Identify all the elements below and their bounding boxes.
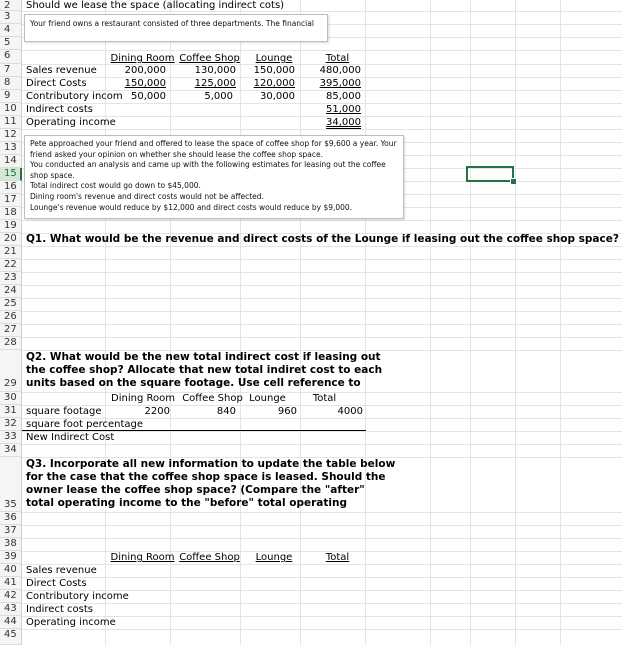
question-3-line: for the case that the coffee shop space is leased. Should the [26, 471, 386, 483]
q2-header-dining-room[interactable]: Dining Room [111, 393, 175, 404]
question-3-line: Q3. Incorporate all new information to update the table below [26, 458, 396, 470]
question-2-line: units based on the square footage. Use cell reference to [26, 377, 361, 389]
row-header[interactable]: 27 [0, 324, 22, 337]
intro-text-box[interactable] [24, 14, 328, 42]
row-header[interactable]: 21 [0, 246, 22, 259]
question-3-line: owner lease the coffee shop space? (Compare the "after" [26, 484, 365, 496]
column-gridline [515, 0, 516, 645]
row-header[interactable]: 3 [0, 11, 22, 24]
q3-header-dining-room[interactable]: Dining Room [110, 552, 175, 563]
row-header[interactable]: 8 [0, 77, 22, 90]
header-lounge[interactable]: Lounge [255, 53, 293, 64]
row-header[interactable]: 26 [0, 311, 22, 324]
cell-total-sales[interactable]: 480,000 [319, 65, 361, 76]
row-header[interactable]: 17 [0, 194, 22, 207]
row-header[interactable]: 2 [0, 0, 22, 11]
q2-header-coffee-shop[interactable]: Coffee Shop [182, 393, 243, 404]
q2-sqft-lounge[interactable]: 960 [277, 406, 297, 417]
row-header[interactable]: 11 [0, 116, 22, 129]
q2-header-lounge[interactable]: Lounge [249, 393, 286, 404]
selected-cell[interactable] [466, 166, 514, 182]
row-header[interactable]: 12 [0, 129, 22, 142]
cell-lounge-contrib[interactable]: 30,000 [260, 91, 295, 102]
row-header[interactable]: 13 [0, 142, 22, 155]
cell-coffee-direct[interactable]: 125,000 [194, 78, 236, 89]
row-header[interactable]: 45 [0, 629, 22, 645]
row-header[interactable]: 36 [0, 512, 22, 525]
question-1[interactable]: Q1. What would be the revenue and direct costs of the Lounge if leasing out the coffee shop space? [26, 233, 619, 245]
q2-sqft-total[interactable]: 4000 [337, 406, 363, 417]
row-header[interactable]: 34 [0, 444, 22, 457]
cell-dining-contrib[interactable]: 50,000 [131, 91, 166, 102]
header-dining-room[interactable]: Dining Room [110, 53, 175, 64]
question-2-line: Q2. What would be the new total indirect cost if leasing out [26, 351, 381, 363]
scenario-text-box[interactable] [24, 135, 404, 219]
label-direct-costs[interactable]: Direct Costs [26, 78, 87, 89]
row-header[interactable]: 18 [0, 207, 22, 220]
q3-label-operating-income[interactable]: Operating income [26, 617, 116, 628]
row-header[interactable]: 40 [0, 564, 22, 577]
row-header[interactable]: 10 [0, 103, 22, 116]
label-sales-revenue[interactable]: Sales revenue [26, 65, 97, 76]
label-contributory-income[interactable]: Contributory incom [26, 91, 123, 102]
row-header[interactable]: 5 [0, 37, 22, 50]
row-header[interactable]: 43 [0, 603, 22, 616]
row-header[interactable]: 31 [0, 405, 22, 418]
cell-total-operating[interactable]: 34,000 [326, 117, 361, 128]
column-gridline [470, 0, 471, 645]
row-header[interactable]: 6 [0, 50, 22, 64]
row-header[interactable]: 35 [0, 457, 22, 512]
cell-lounge-direct[interactable]: 120,000 [253, 78, 295, 89]
cell-dining-direct[interactable]: 150,000 [124, 78, 166, 89]
intro-text: Your friend owns a restaurant consisted of three departments. The financial [30, 19, 314, 28]
row-header[interactable]: 39 [0, 551, 22, 564]
scenario-line: shop space. [30, 170, 75, 180]
q2-sqft-dining[interactable]: 2200 [144, 406, 170, 417]
row-header-selected[interactable]: 15 [0, 168, 22, 181]
row-header[interactable]: 25 [0, 298, 22, 311]
cell-coffee-sales[interactable]: 130,000 [194, 65, 236, 76]
row-header[interactable]: 14 [0, 155, 22, 168]
q2-sqft-coffee[interactable]: 840 [216, 406, 236, 417]
q3-label-direct-costs[interactable]: Direct Costs [26, 578, 87, 589]
row-header[interactable]: 42 [0, 590, 22, 603]
header-coffee-shop[interactable]: Coffee Shop [179, 53, 240, 64]
label-indirect-costs[interactable]: Indirect costs [26, 104, 94, 115]
row-header[interactable]: 30 [0, 392, 22, 405]
row-header[interactable]: 41 [0, 577, 22, 590]
scenario-line: Dining room's revenue and direct costs would not be affected. [30, 191, 264, 201]
q2-header-total[interactable]: Total [312, 393, 337, 404]
cell-lounge-sales[interactable]: 150,000 [253, 65, 295, 76]
question-3[interactable] [26, 458, 395, 510]
cell-total-indirect[interactable]: 51,000 [326, 104, 361, 115]
row-header[interactable]: 7 [0, 64, 22, 77]
scenario-line: You conducted an analysis and came up with the following estimates for leasing out the coffee [30, 160, 386, 170]
q2-table-border [22, 430, 366, 431]
row-header[interactable]: 24 [0, 285, 22, 298]
q3-label-contributory-income[interactable]: Contributory income [26, 591, 129, 602]
row-header[interactable]: 16 [0, 181, 22, 194]
row-header[interactable]: 19 [0, 220, 22, 233]
header-total[interactable]: Total [325, 53, 350, 64]
row-header[interactable]: 22 [0, 259, 22, 272]
row-header[interactable]: 38 [0, 538, 22, 551]
label-operating-income[interactable]: Operating income [26, 117, 116, 128]
scenario-line: Total indirect cost would go down to $45,000. [30, 181, 201, 191]
row-header[interactable]: 29 [0, 350, 22, 392]
cell-coffee-contrib[interactable]: 5,000 [204, 91, 233, 102]
q3-label-sales-revenue[interactable]: Sales revenue [26, 565, 97, 576]
question-2[interactable] [26, 351, 382, 390]
column-gridline [365, 0, 366, 645]
column-gridline [430, 0, 431, 645]
cell-total-contrib[interactable]: 85,000 [326, 91, 361, 102]
question-3-line: total operating income to the "before" total operating [26, 497, 347, 509]
row-header[interactable]: 20 [0, 233, 22, 246]
q3-header-lounge[interactable]: Lounge [255, 552, 293, 563]
row-header[interactable]: 28 [0, 337, 22, 350]
cell-dining-sales[interactable]: 200,000 [124, 65, 166, 76]
column-gridline [560, 0, 561, 645]
q3-header-coffee-shop[interactable]: Coffee Shop [179, 552, 240, 563]
row-header[interactable]: 23 [0, 272, 22, 285]
q3-label-indirect-costs[interactable]: Indirect costs [26, 604, 94, 615]
scenario-line: Lounge's revenue would reduce by $12,000 and direct costs would reduce by $9,000. [30, 202, 353, 212]
row-header[interactable]: 32 [0, 418, 22, 431]
q3-header-total[interactable]: Total [325, 552, 350, 563]
q2-label-new-indirect-cost[interactable]: New Indirect Cost [26, 432, 115, 443]
row-header[interactable]: 4 [0, 24, 22, 37]
cell-total-direct[interactable]: 395,000 [319, 78, 361, 89]
row-header[interactable]: 44 [0, 616, 22, 629]
row-header[interactable]: 37 [0, 525, 22, 538]
scenario-line: friend asked your opinion on whether she should lease the coffee shop space. [30, 149, 323, 159]
question-2-line: the coffee shop? Allocate that new total indiret cost to each [26, 364, 383, 376]
q2-label-square-foot-percentage[interactable]: square foot percentage [26, 419, 144, 430]
scenario-line: Pete approached your friend and offered to lease the space of coffee shop for $9,600 a year. Your [30, 139, 397, 148]
fill-handle[interactable] [510, 178, 517, 185]
row-header[interactable]: 9 [0, 90, 22, 103]
row-header[interactable]: 33 [0, 431, 22, 444]
q2-label-square-footage[interactable]: square footage [26, 406, 102, 417]
sheet-title-cell[interactable]: Should we lease the space (allocating indirect cots) [26, 0, 285, 11]
